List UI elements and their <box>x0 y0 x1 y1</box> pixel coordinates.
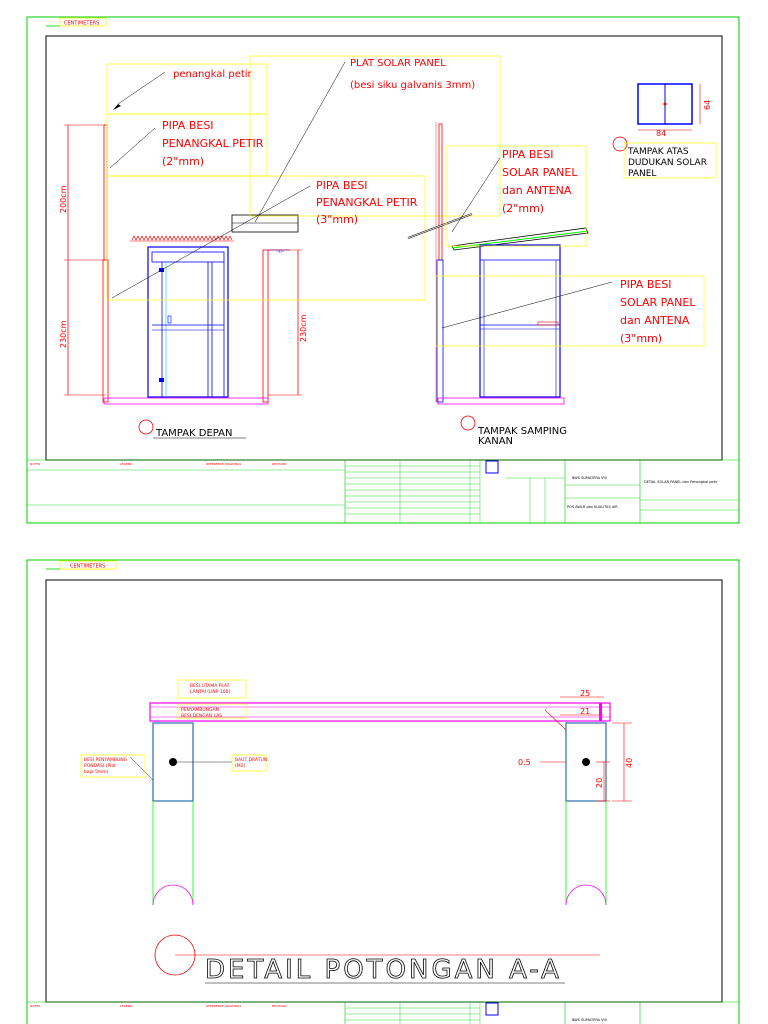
svg-text:⊣⊢: ⊣⊢ <box>276 249 285 255</box>
label-pipa-petir-3-1: PIPA BESI <box>316 179 368 192</box>
dim-05: 0.5 <box>518 758 531 767</box>
dim-200-left: 200cm <box>59 185 68 213</box>
svg-text:REVISION: REVISION <box>272 1004 287 1008</box>
dim-20: 20 <box>595 777 604 788</box>
lightning-rod-pole-front <box>104 125 107 260</box>
label-atas-1: TAMPAK ATAS <box>628 147 689 157</box>
label-besi-penyambung-1: BESI PENYAMBUNG <box>84 758 128 763</box>
dim-25: 25 <box>580 689 591 698</box>
base-side <box>438 398 564 404</box>
label-besi-utama-2: LANTAI (UNP 100) <box>190 690 231 695</box>
label-pipa-solar-2-4: (2"mm) <box>502 202 545 215</box>
label-atas-2: DUDUKAN SOLAR <box>628 158 707 168</box>
svg-text:LEGEND: LEGEND <box>120 1004 133 1008</box>
dim-64: 64 <box>703 99 712 110</box>
sheet-2 <box>27 560 739 1024</box>
solar-plate-box <box>232 215 298 232</box>
sheet1-units-label: CENTIMETERS <box>64 20 100 27</box>
label-pipa-solar-2-3: dan ANTENA <box>502 184 572 197</box>
label-plat-1: PLAT SOLAR PANEL <box>350 58 446 69</box>
bolt-left <box>169 758 177 766</box>
sheet-1 <box>27 17 739 523</box>
top-view <box>613 84 716 179</box>
sheet1-outer-frame <box>27 17 739 523</box>
label-pipa-solar-3-4: (3"mm) <box>620 332 663 345</box>
sheet2-inner-border <box>46 580 722 1002</box>
svg-text:NOTES: NOTES <box>30 1004 41 1008</box>
label-pipa-solar-3-3: dan ANTENA <box>620 314 690 327</box>
label-baut-1: BAUT DRATUN <box>235 758 268 763</box>
label-pipa-petir-2-1: PIPA BESI <box>162 119 214 132</box>
label-baut-2: (M2) <box>235 764 246 769</box>
label-besi-penyambung-3: baja 5mm) <box>84 770 109 775</box>
title-block-2 <box>27 1002 739 1024</box>
front-view <box>59 56 500 404</box>
tb2-org: BWS SUMATERA VIII <box>572 1018 607 1022</box>
label-penyambungan-1: PENYAMBUNGAN <box>181 708 219 713</box>
view-title-depan: TAMPAK DEPAN <box>156 428 233 439</box>
label-pipa-solar-3-1: PIPA BESI <box>620 278 672 291</box>
svg-text:REFERENCE DRAWINGS: REFERENCE DRAWINGS <box>206 462 242 466</box>
view-title-samping-2: KANAN <box>478 436 514 447</box>
roof-zigzag <box>132 236 232 240</box>
sheet2-units-label: CENTIMETERS <box>70 563 106 570</box>
base-front <box>104 398 268 404</box>
dim-84: 84 <box>656 129 667 138</box>
label-pipa-solar-3-2: SOLAR PANEL <box>620 296 696 309</box>
label-besi-penyambung-2: PONDASI (Plat <box>84 764 116 769</box>
label-pipa-petir-2-3: (2"mm) <box>162 155 205 168</box>
svg-text:NOTES: NOTES <box>30 462 41 466</box>
sheet1-inner-border <box>46 36 722 460</box>
svg-text:REVISION: REVISION <box>272 462 287 466</box>
label-besi-utama-1: BESI UTAMA PLAT <box>190 684 230 689</box>
bolt-right <box>582 758 590 766</box>
pipe-3in-side <box>437 260 443 402</box>
label-pipa-petir-3-3: (3"mm) <box>316 213 359 226</box>
svg-text:LEGEND: LEGEND <box>120 462 133 466</box>
dim-230-left: 230cm <box>59 320 68 348</box>
dim-40: 40 <box>625 757 634 768</box>
label-plat-2: (besi siku galvanis 3mm) <box>350 80 476 91</box>
label-penyambungan-2: BESI DENGAN LAS <box>181 714 223 719</box>
label-pipa-solar-2-1: PIPA BESI <box>502 148 554 161</box>
lightning-rod-pole-side <box>439 124 442 260</box>
label-penangkal: penangkal petir <box>173 69 252 80</box>
title-block-1 <box>27 460 739 523</box>
dim-230-right: 230cm <box>299 314 308 342</box>
tb1-org: BWS SUMATERA VIII <box>572 476 607 480</box>
dim-21: 21 <box>580 707 591 716</box>
tb1-project: POS AWLR dan KUALITAS AIR <box>567 505 618 509</box>
panel-enclosure-side <box>480 245 560 397</box>
label-atas-3: PANEL <box>628 169 657 179</box>
tb1-drawing: DETAIL SOLAR PANEL dan Penangkal petir <box>644 480 718 484</box>
label-pipa-solar-2-2: SOLAR PANEL <box>502 166 578 179</box>
label-pipa-petir-2-2: PENANGKAL PETIR <box>162 137 264 150</box>
pipe-3in-right <box>263 250 268 402</box>
svg-text:REFERENCE DRAWINGS: REFERENCE DRAWINGS <box>206 1004 242 1008</box>
label-pipa-petir-3-2: PENANGKAL PETIR <box>316 196 418 209</box>
view-title-samping-1: TAMPAK SAMPING <box>478 426 567 437</box>
detail-title: DETAIL POTONGAN A-A <box>205 955 562 985</box>
